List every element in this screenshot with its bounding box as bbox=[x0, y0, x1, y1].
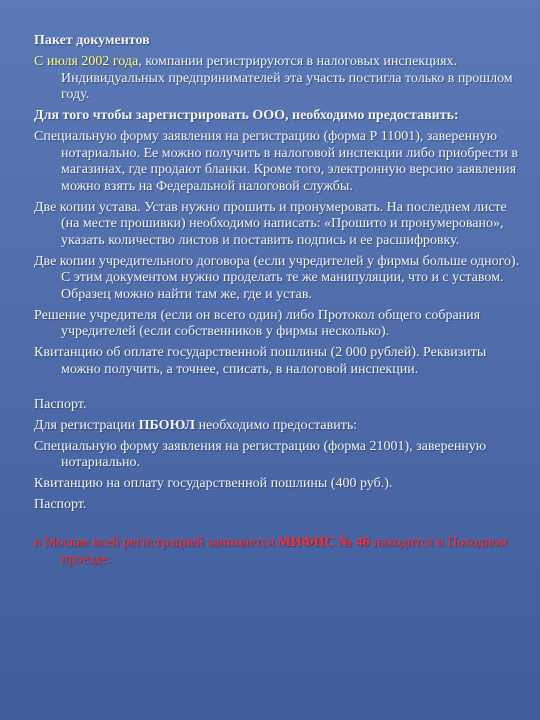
spacer bbox=[34, 383, 524, 397]
document-title: Пакет документов bbox=[34, 33, 150, 48]
pboyul-item-form: Специальную форму заявления на регистрацию (форма 21001), заверенную нотариально. bbox=[34, 438, 487, 470]
moscow-note-bold: МИФНС № 46 bbox=[277, 535, 370, 550]
ooo-item-charter: Две копии устава. Устав нужно прошить и пронумеровать. На последнем листе (на месте прошивки) необходимо написать: «Прошито и пронумеровано», указать количество листов и поставить подпись и ее расшифровку. bbox=[34, 199, 507, 248]
moscow-note bbox=[34, 535, 524, 568]
intro-paragraph bbox=[34, 54, 524, 104]
ooo-item-receipt: Квитанцию об оплате государственной пошлины (2 000 рублей). Реквизиты можно получить, а точнее, списать, в налоговой инспекции. bbox=[34, 345, 487, 377]
pboyul-heading-bold: ПБОЮЛ bbox=[138, 417, 196, 433]
moscow-note-prefix: в Москве всей регистрацией занимается bbox=[34, 535, 278, 550]
pboyul-heading-suffix: необходимо предоставить: bbox=[195, 417, 358, 433]
pboyul-item-passport: Паспорт. bbox=[34, 497, 87, 512]
spacer bbox=[34, 518, 524, 535]
ooo-item-form: Специальную форму заявления на регистрацию (форма Р 11001), заверенную нотариально. Ее можно получить в налоговой инспекции либо приобрести в магазинах, где продают бланки. Кроме того, электронную версию заявления можно взять на Федеральной налоговой службы. bbox=[34, 129, 518, 194]
document-slide bbox=[34, 33, 524, 573]
moscow-note-suffix: находится в Походном проезде. bbox=[61, 535, 508, 567]
ooo-item-agreement: Две копии учредительного договора (если учредителей у фирмы больше одного). С этим документом нужно проделать те же манипуляции, что и с уставом. Образец можно найти там же, где и устав. bbox=[34, 253, 520, 302]
pboyul-item-receipt: Квитанцию на оплату государственной пошлины (400 руб.). bbox=[34, 476, 393, 491]
pboyul-heading-prefix: Для регистрации bbox=[34, 417, 139, 433]
intro-text: , компании регистрируются в налоговых инспекциях. Индивидуальных предпринимателей эта участь постигла только в прошлом году. bbox=[61, 54, 513, 102]
ooo-heading: Для того чтобы зарегистрировать ООО, необходимо предоставить: bbox=[34, 108, 459, 123]
ooo-item-passport: Паспорт. bbox=[34, 396, 87, 412]
pboyul-heading bbox=[34, 418, 524, 435]
ooo-item-decision: Решение учредителя (если он всего один) либо Протокол общего собрания учредителей (если собственников у фирмы несколько). bbox=[34, 307, 481, 339]
intro-date-highlight: С июля 2002 года bbox=[34, 54, 139, 69]
